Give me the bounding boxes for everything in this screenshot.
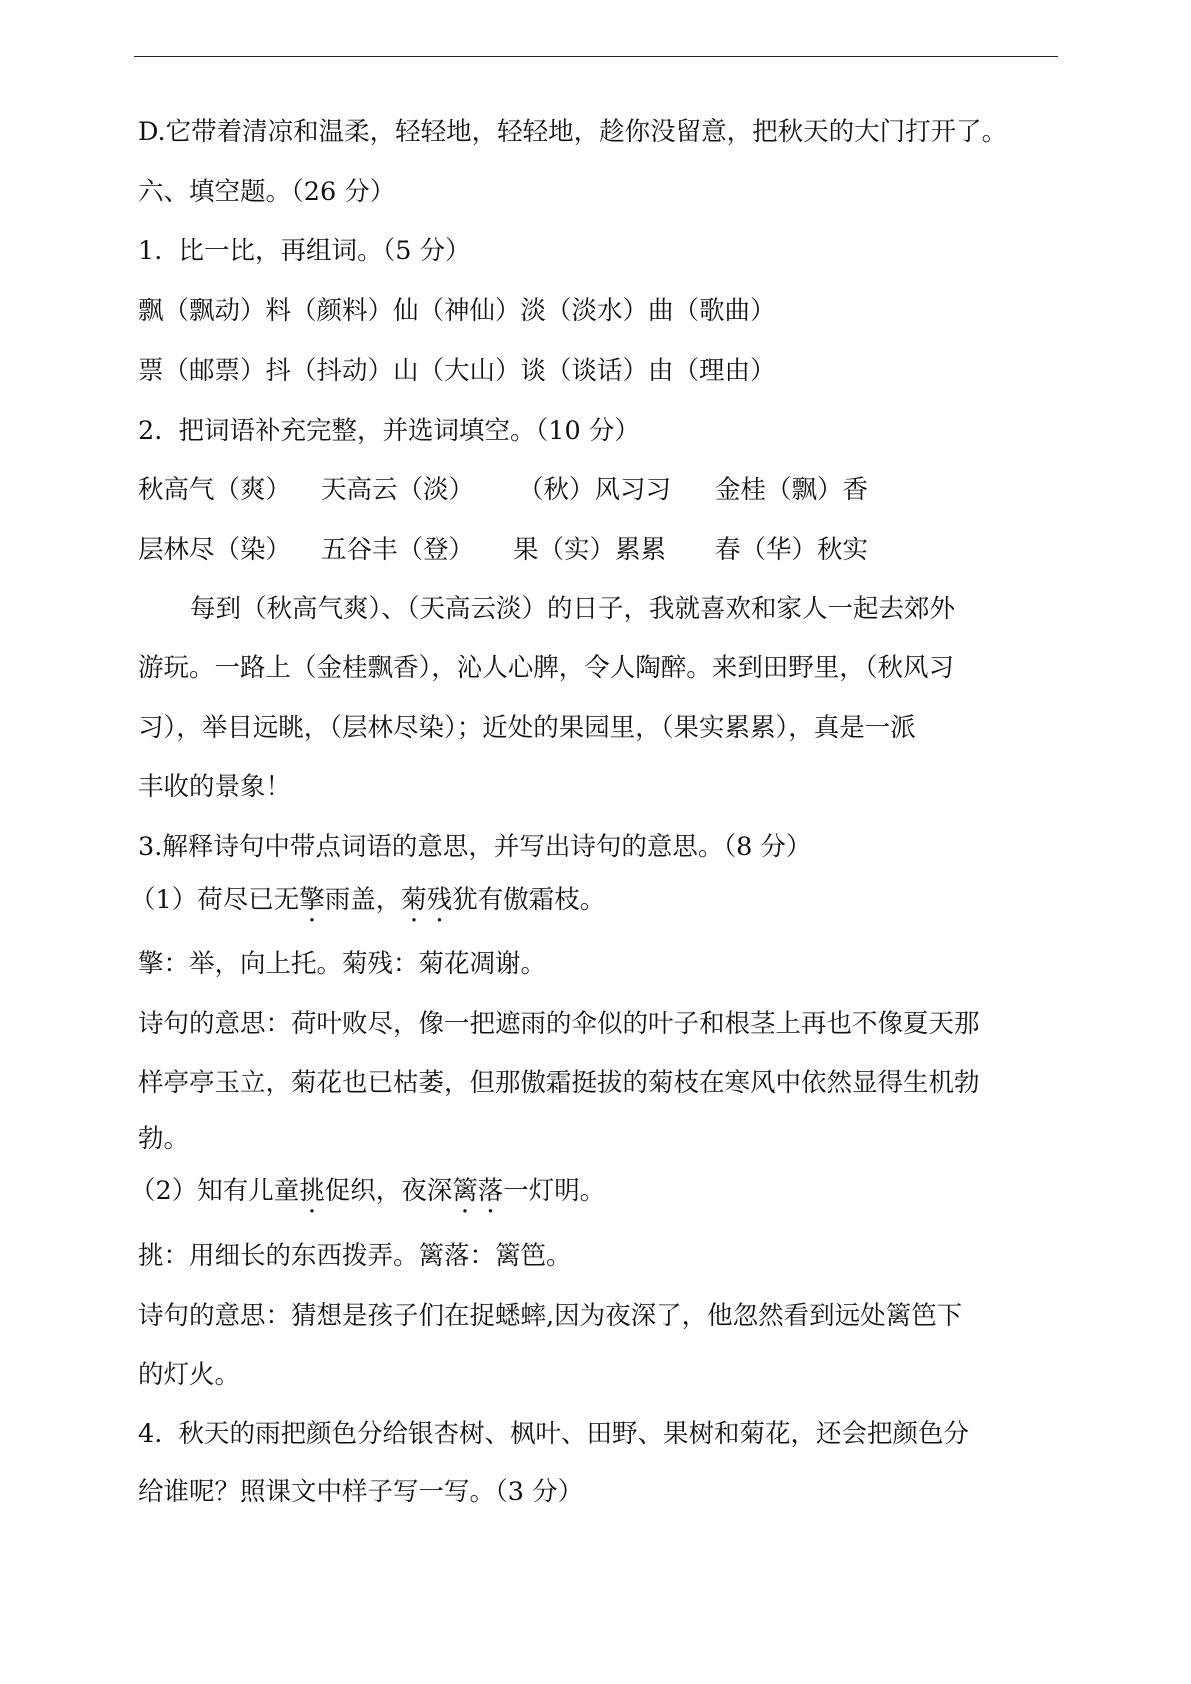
q3-answer-2: 挑：用细长的东西拨弄。篱落：篱笆。 (138, 1241, 572, 1271)
q1-title: 1. 比一比，再组词。（5 分） (138, 236, 471, 266)
q2-word: 金桂（飘）香 (715, 475, 869, 505)
q2-word: 秋高气（爽） (138, 475, 292, 505)
emphasis-char: 篱 (452, 1176, 478, 1206)
q3-meaning-2-line: 的灯火。 (138, 1360, 241, 1390)
emphasis-char: 落 (477, 1176, 504, 1206)
q2-word: 层林尽（染） (138, 535, 292, 565)
emphasis-char: 残 (426, 885, 453, 915)
q3-answer-1: 擎：举，向上托。菊残：菊花凋谢。 (138, 949, 547, 979)
q3-meaning-1-line: 勃。 (138, 1124, 190, 1154)
header-rule (134, 56, 1058, 57)
q4-line: 给谁呢？照课文中样子写一写。（3 分） (138, 1477, 584, 1507)
emphasis-char: 菊 (401, 885, 427, 915)
q2-word: 果（实）累累 (513, 535, 667, 565)
q2-word: 春（华）秋实 (715, 535, 869, 565)
q2-word: 五谷丰（登） (321, 535, 475, 565)
emphasis-char: 擎 (299, 885, 325, 915)
q1-row-1: 飘（飘动）料（颜料）仙（神仙）淡（淡水）曲（歌曲） (138, 296, 776, 326)
q3-meaning-1-line: 样亭亭玉立，菊花也已枯萎，但那傲霜挺拔的菊枝在寒风中依然显得生机勃 (138, 1068, 980, 1098)
q2-paragraph-line: 每到（秋高气爽）、（天高云淡）的日子，我就喜欢和家人一起去郊外 (190, 594, 956, 624)
q3-poem-1: （1）荷尽已无擎雨盖，菊残犹有傲霜枝。 (130, 885, 606, 915)
q3-meaning-2-line: 诗句的意思：猜想是孩子们在捉蟋蟀,因为夜深了，他忽然看到远处篱笆下 (138, 1301, 963, 1331)
option-d: D.它带着清凉和温柔，轻轻地，轻轻地，趁你没留意，把秋天的大门打开了。 (138, 117, 1008, 147)
q4-line: 4. 秋天的雨把颜色分给银杏树、枫叶、田野、果树和菊花，还会把颜色分 (138, 1419, 970, 1449)
q2-paragraph-line: 习），举目远眺，（层林尽染）；近处的果园里，（果实累累），真是一派 (138, 713, 916, 743)
q2-title: 2. 把词语补充完整，并选词填空。（10 分） (138, 416, 640, 446)
q2-word: 天高云（淡） (321, 475, 475, 505)
q1-row-2: 票（邮票）抖（抖动）山（大山）谈（谈话）由（理由） (138, 356, 776, 386)
emphasis-char: 挑 (299, 1176, 325, 1206)
q2-paragraph-line: 丰收的景象！ (138, 772, 292, 802)
q3-meaning-1-line: 诗句的意思：荷叶败尽，像一把遮雨的伞似的叶子和根茎上再也不像夏天那 (138, 1009, 980, 1039)
q3-title: 3.解释诗句中带点词语的意思，并写出诗句的意思。（8 分） (138, 832, 812, 862)
q3-poem-2: （2）知有儿童挑促织，夜深篱落一灯明。 (130, 1176, 606, 1206)
section-6-title: 六、填空题。（26 分） (138, 177, 396, 207)
q2-paragraph-line: 游玩。一路上（金桂飘香），沁人心脾，令人陶醉。来到田野里，（秋风习 (138, 653, 955, 683)
q2-word: （秋）风习习 (518, 475, 672, 505)
